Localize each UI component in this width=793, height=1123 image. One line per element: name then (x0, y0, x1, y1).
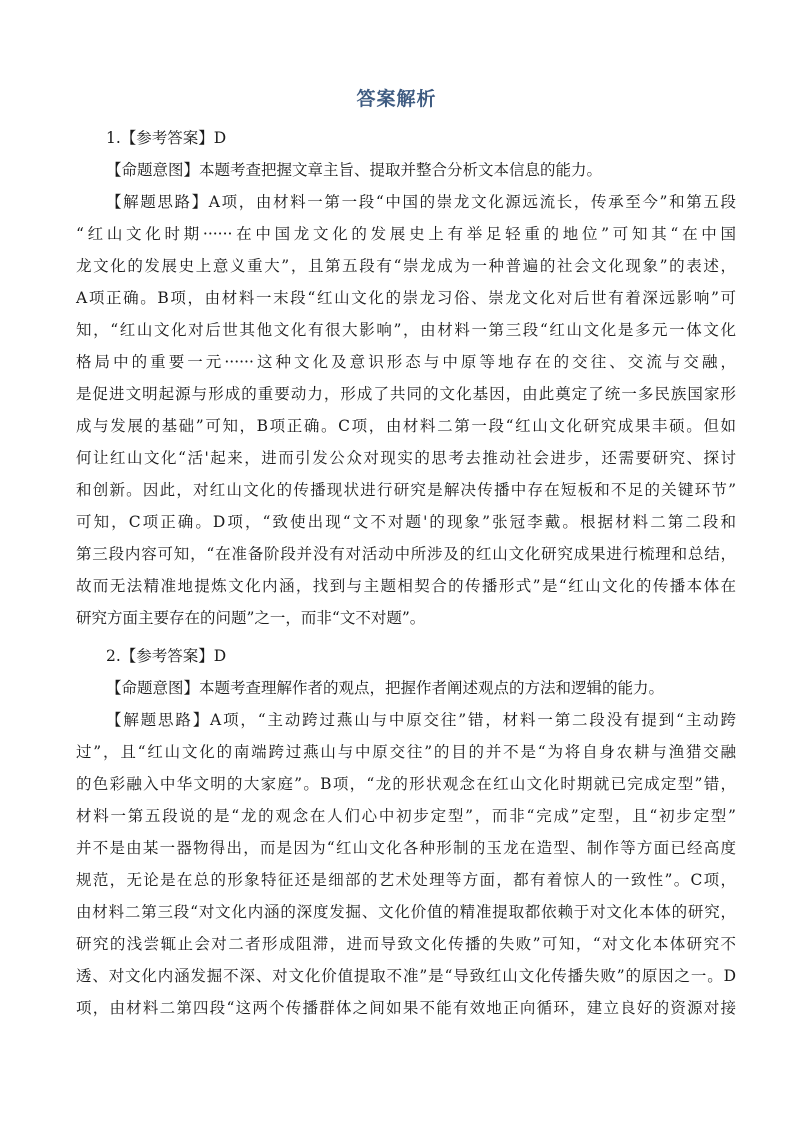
page-title: 答案解析 (356, 88, 437, 110)
text-line: 龙文化的发展史上意义重大”，且第五段有“崇龙成为一种普遍的社会文化现象”的表述， (76, 257, 736, 275)
text-line: 研究的浅尝辄止会对二者形成阻滞，进而导致文化传播的失败”可知，“对文化本体研究不 (76, 935, 736, 953)
text-line: 成与发展的基础”可知，B项正确。C项，由材料二第一段“红山文化研究成果丰硕。但如 (76, 417, 736, 435)
text-line: “红山文化时期······在中国龙文化的发展史上有举足轻重的地位”可知其“在中国 (76, 225, 736, 243)
text-line: A项正确。B项，由材料一末段“红山文化的崇龙习俗、崇龙文化对后世有着深远影响”可 (76, 289, 736, 307)
text-line: 透、对文化内涵发掘不深、对文化价值提取不准”是“导致红山文化传播失败”的原因之一。D (76, 967, 736, 985)
q2-intent-line: 【命题意图】本题考查理解作者的观点，把握作者阐述观点的方法和逻辑的能力。 (106, 679, 665, 697)
q1-intent-line: 【命题意图】本题考查把握文章主旨、提取并整合分析文本信息的能力。 (106, 161, 603, 179)
text-line: 并不是由某一器物得出，而是因为“红山文化各种形制的玉龙在造型、制作等方面已经高度 (76, 839, 736, 857)
q1-answer-line: 1.【参考答案】D (106, 129, 227, 147)
text-line: 知，“红山文化对后世其他文化有很大影响”，由材料一第三段“红山文化是多元一体文化 (76, 321, 736, 339)
text-line: 格局中的重要一元······这种文化及意识形态与中原等地存在的交往、交流与交融， (76, 353, 736, 371)
text-line: 是促进文明起源与形成的重要动力，形成了共同的文化基因，由此奠定了统一多民族国家形 (76, 385, 736, 403)
text-line: 何让红山文化“活'起来，进而引发公众对现实的思考去推动社会进步，还需要研究、探讨 (76, 449, 736, 467)
q1-analysis-line: 【解题思路】A项，由材料一第一段“中国的崇龙文化源远流长，传承至今”和第五段 (106, 193, 736, 211)
q2-analysis-line: 【解题思路】A项，“主动跨过燕山与中原交往”错，材料一第二段没有提到“主动跨 (106, 711, 736, 729)
text-line: 和创新。因此，对红山文化的传播现状进行研究是解决传播中存在短板和不足的关键环节” (76, 481, 736, 499)
text-line: 由材料二第三段“对文化内涵的深度发掘、文化价值的精准提取都依赖于对文化本体的研究， (76, 903, 736, 921)
text-line: 故而无法精准地提炼文化内涵，找到与主题相契合的传播形式”是“红山文化的传播本体在 (76, 577, 736, 595)
text-line: 研究方面主要存在的问题”之一，而非“文不对题”。 (76, 609, 426, 627)
text-line: 过”，且“红山文化的南端跨过燕山与中原交往”的目的并不是“为将自身农耕与渔猎交融 (76, 743, 736, 761)
text-line: 的色彩融入中华文明的大家庭”。B项，“龙的形状观念在红山文化时期就已完成定型”错， (76, 775, 736, 793)
text-line: 可知，C项正确。D项，“致使出现“文不对题'的现象”张冠李戴。根据材料二第二段和 (76, 513, 736, 531)
q2-answer-line: 2.【参考答案】D (106, 647, 227, 665)
text-line: 项，由材料二第四段“这两个传播群体之间如果不能有效地正向循环，建立良好的资源对接 (76, 999, 736, 1017)
text-line: 第三段内容可知，“在准备阶段并没有对活动中所涉及的红山文化研究成果进行梳理和总结， (76, 545, 736, 563)
text-line: 规范，无论是在总的形象特征还是细部的艺术处理等方面，都有着惊人的一致性”。C项， (76, 871, 736, 889)
text-line: 材料一第五段说的是“龙的观念在人们心中初步定型”，而非“完成”定型，且“初步定型” (76, 807, 736, 825)
